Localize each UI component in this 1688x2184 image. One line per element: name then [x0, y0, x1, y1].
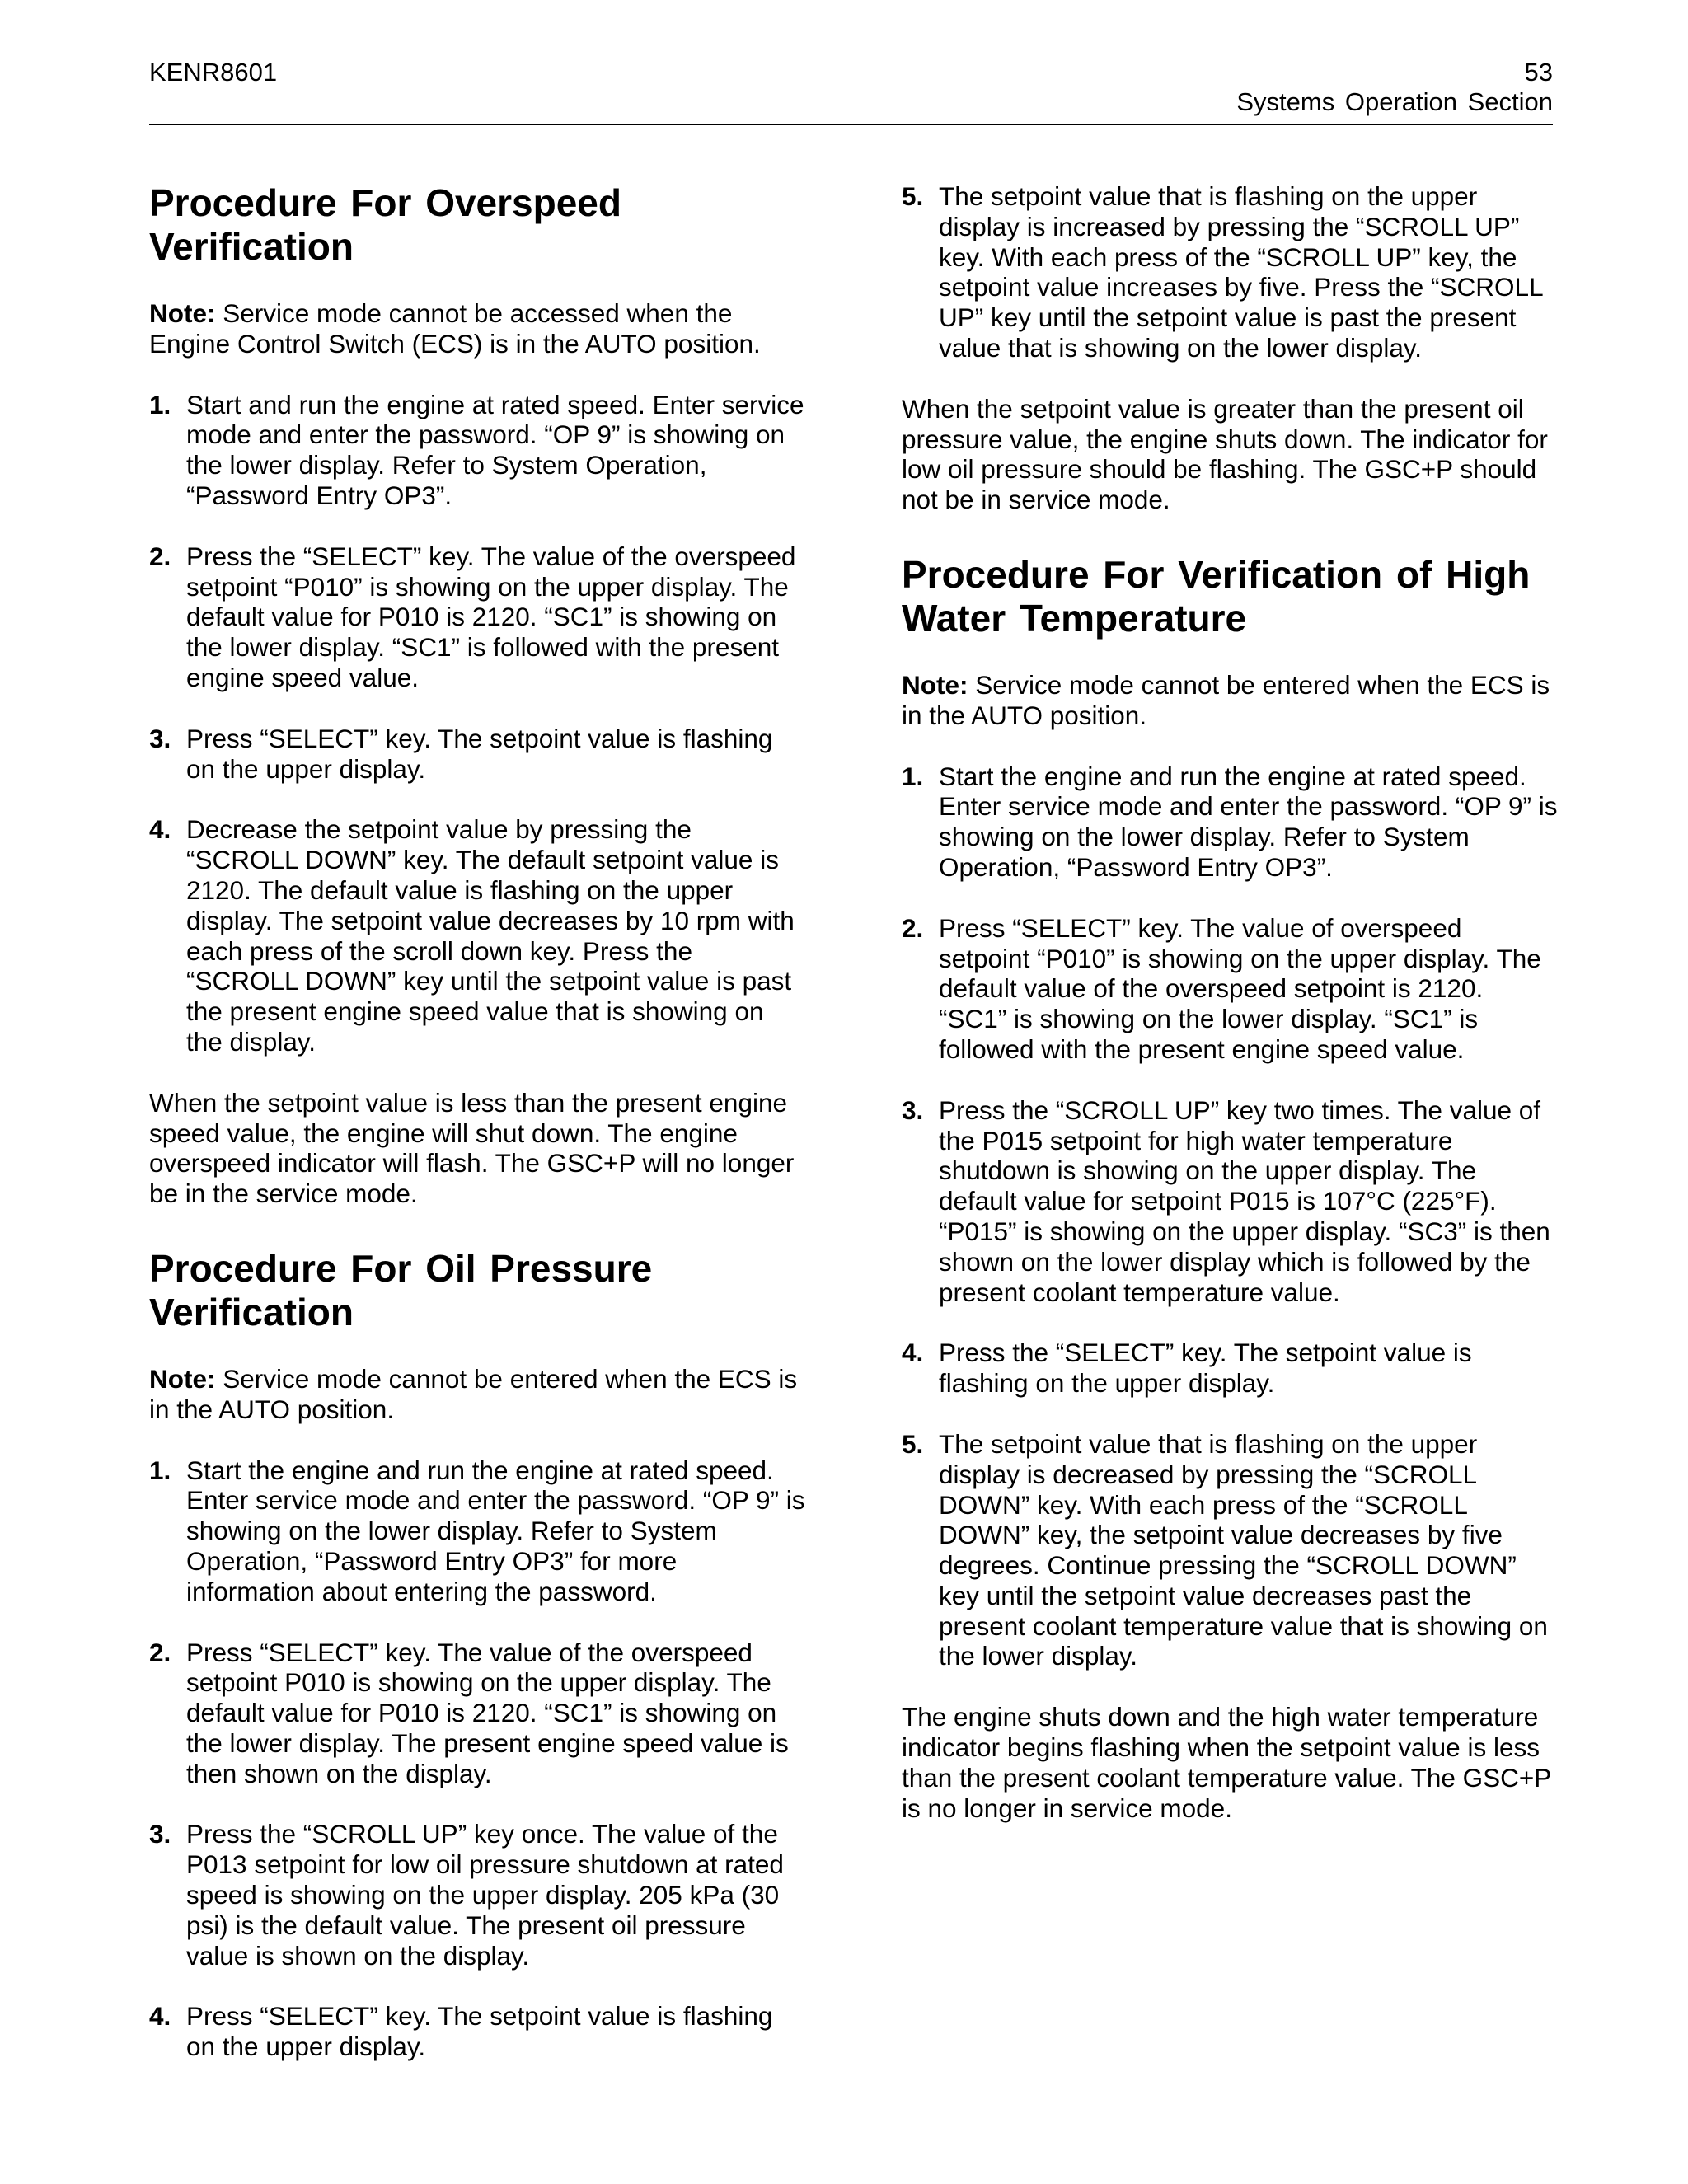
oil-pressure-step-5: [902, 181, 1558, 363]
overspeed-step-1: [149, 390, 805, 511]
step-text: Press “SELECT” key. The value of overspeed setpoint “P010” is showing on the upper display. The default value of the overspeed setpoint is 2120. “SC1” is showing on the lower display. “SC1” is followed with the present engine speed value.: [939, 912, 1541, 1064]
oil-pressure-conclusion: When the setpoint value is greater than the present oil pressure value, the engine shuts down. The indicator for low oil pressure should be flashing. The GSC+P should not be in service mode.: [902, 393, 1548, 515]
step-number: 2.: [902, 912, 924, 943]
overspeed-step-2: [149, 541, 805, 693]
step-number: 1.: [149, 389, 171, 419]
water-temp-step-5: [902, 1429, 1558, 1671]
note-text: Service mode cannot be entered when the ECS is in the AUTO position.: [149, 1363, 798, 1424]
overspeed-step-3: [149, 724, 805, 785]
oil-pressure-step-4: [149, 2001, 805, 2062]
step-text: Press the “SCROLL UP” key two times. The value of the P015 setpoint for high water temperature shutdown is showing on the upper display. The default value for setpoint P015 is 107°C (225°F). “P015” is showing on the upper display. “SC3” is then shown on the lower display which is followed by the present coolant temperature value.: [939, 1094, 1550, 1307]
step-number: 4.: [149, 814, 171, 845]
document-id: KENR8601: [149, 58, 278, 87]
right-column: [902, 181, 1558, 1854]
water-temp-note: [902, 670, 1558, 731]
water-temp-conclusion: The engine shuts down and the high water temperature indicator begins flashing when the setpoint value is less than the present coolant temperature value. The GSC+P is no longer in service mode.: [902, 1702, 1551, 1823]
page-number: 53: [1524, 58, 1553, 87]
water-temp-step-2: [902, 913, 1558, 1065]
step-number: 3.: [902, 1094, 924, 1125]
step-number: 3.: [149, 723, 171, 753]
step-number: 1.: [149, 1455, 171, 1485]
overspeed-conclusion: When the setpoint value is less than the present engine speed value, the engine will shut down. The engine overspeed indicator will flash. The GSC+P will no longer be in the service mode.: [149, 1087, 795, 1209]
overspeed-step-4: [149, 814, 805, 1057]
oil-pressure-step-2: [149, 1638, 805, 1789]
step-number: 1.: [902, 761, 924, 791]
step-text: Start the engine and run the engine at rated speed. Enter service mode and enter the password. “OP 9” is showing on the lower display. Refer to System Operation, “Password Entry OP3”.: [939, 761, 1558, 882]
oil-pressure-step-1: [149, 1455, 805, 1607]
step-text: Decrease the setpoint value by pressing the “SCROLL DOWN” key. The default setpoint value is 2120. The default value is flashing on the upper display. The setpoint value decreases by 10 rpm with each press of the scroll down key. Press the “SCROLL DOWN” key until the setpoint value is past the present engine speed value that is showing on the display.: [186, 814, 795, 1057]
note-text: Service mode cannot be entered when the ECS is in the AUTO position.: [902, 669, 1550, 730]
step-text: Press the “SELECT” key. The value of the overspeed setpoint “P010” is showing on the upper display. The default value for P010 is 2120. “SC1” is showing on the lower display. “SC1” is followed with the present engine speed value.: [186, 541, 796, 692]
left-column: [149, 181, 805, 2093]
step-text: Press the “SELECT” key. The setpoint value is flashing on the upper display.: [939, 1338, 1472, 1399]
step-number: 4.: [149, 2001, 171, 2032]
step-number: 2.: [149, 1637, 171, 1667]
step-text: The setpoint value that is flashing on the upper display is decreased by pressing the “SCROLL DOWN” key. With each press of the “SCROLL DOWN” key, the setpoint value decreases by five degrees. Continue pressing the “SCROLL DOWN” key until the setpoint value decreases past the present coolant temperature value that is showing on the lower display.: [939, 1428, 1548, 1671]
step-number: 4.: [902, 1338, 924, 1368]
step-text: Start and run the engine at rated speed. Enter service mode and enter the password. “OP 9” is showing on the lower display. Refer to System Operation, “Password Entry OP3”.: [186, 389, 804, 510]
oil-pressure-note: [149, 1364, 805, 1425]
step-number: 3.: [149, 1819, 171, 1849]
water-temp-heading: Procedure For Verification of High Water Temperature: [902, 552, 1531, 640]
step-text: The setpoint value that is flashing on the upper display is increased by pressing the “SCROLL UP” key. With each press of the “SCROLL UP” key, the setpoint value increases by five. Press the “SCROLL UP” key until the setpoint value is past the present value that is showing on the lower display.: [939, 181, 1543, 363]
step-text: Press “SELECT” key. The setpoint value is flashing on the upper display.: [186, 723, 773, 784]
water-temp-step-1: [902, 762, 1558, 883]
note-label: Note:: [902, 669, 968, 700]
section-name: Systems Operation Section: [1236, 87, 1553, 116]
step-number: 2.: [149, 541, 171, 571]
step-text: Press “SELECT” key. The value of the overspeed setpoint P010 is showing on the upper display. The default value for P010 is 2120. “SC1” is showing on the lower display. The present engine speed value is then shown on the display.: [186, 1637, 789, 1788]
step-text: Press “SELECT” key. The setpoint value is flashing on the upper display.: [186, 2001, 773, 2062]
step-number: 5.: [902, 1428, 924, 1459]
note-text: Service mode cannot be accessed when the Engine Control Switch (ECS) is in the AUTO position.: [149, 298, 761, 359]
step-text: Press the “SCROLL UP” key once. The value of the P013 setpoint for low oil pressure shutdown at rated speed is showing on the upper display. 205 kPa (30 psi) is the default value. The present oil pressure value is shown on the display.: [186, 1819, 784, 1971]
oil-pressure-heading: Procedure For Oil Pressure Verification: [149, 1246, 653, 1333]
overspeed-note: [149, 298, 805, 359]
note-label: Note:: [149, 298, 216, 328]
note-label: Note:: [149, 1363, 216, 1394]
water-temp-step-4: [902, 1338, 1558, 1399]
overspeed-heading: Procedure For Overspeed Verification: [149, 181, 621, 268]
water-temp-step-3: [902, 1095, 1558, 1308]
oil-pressure-step-3: [149, 1819, 805, 1971]
page-header: [149, 54, 1553, 125]
step-text: Start the engine and run the engine at rated speed. Enter service mode and enter the password. “OP 9” is showing on the lower display. Refer to System Operation, “Password Entry OP3” for more information about entering the password.: [186, 1455, 805, 1606]
step-number: 5.: [902, 181, 924, 211]
